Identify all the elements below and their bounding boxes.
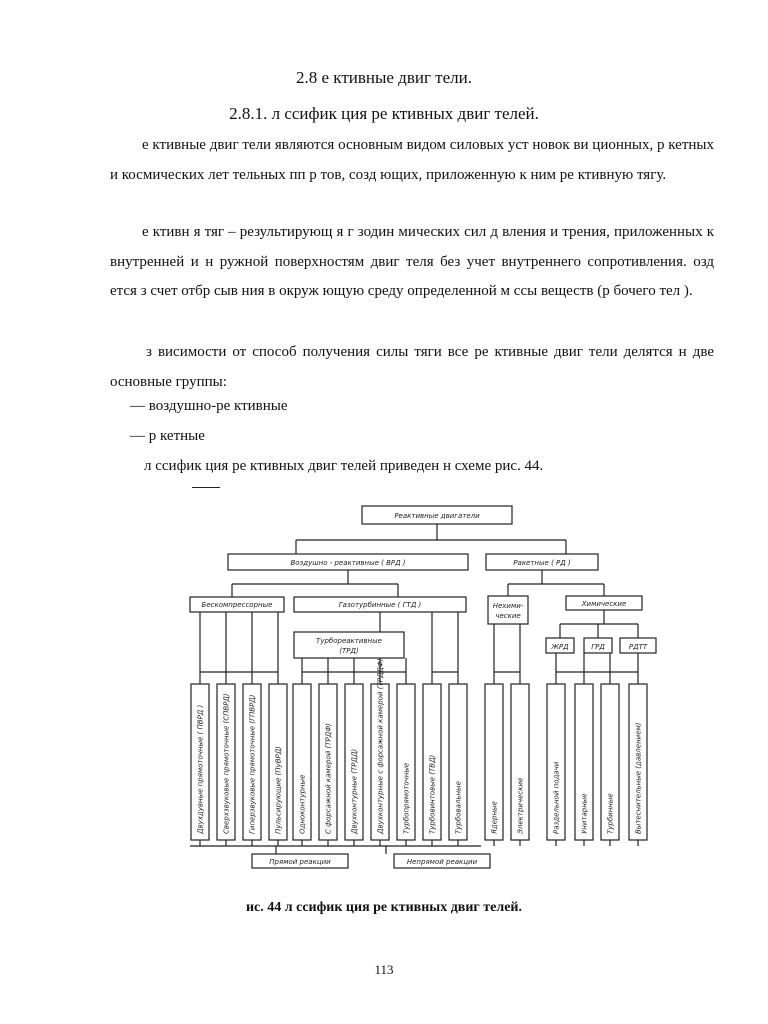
leaf-boxes xyxy=(191,658,647,840)
subsection-heading: 2.8.1. л ссифик ция ре ктивных двиг телей. xyxy=(229,104,539,123)
leaf-label: Турбинные xyxy=(606,793,615,834)
leaf-label: Гиперзвуковые прямоточные (ГПВРД) xyxy=(248,694,257,834)
list-item-air-breathing: — воздушно-ре ктивные xyxy=(130,398,288,414)
svg-text:ческие: ческие xyxy=(495,612,521,620)
leaf-label: С форсажной камерой (ТРДФ) xyxy=(324,723,333,834)
zhrd-label: ЖРД xyxy=(551,643,569,651)
leaf-label: Двухдувные прямоточные ( ПВРД ) xyxy=(196,704,205,834)
beskompressornye-label: Бескомпрессорные xyxy=(201,601,273,609)
figure-caption: ис. 44 л ссифик ция ре ктивных двиг телей. xyxy=(245,900,522,915)
svg-text:(ТРД): (ТРД) xyxy=(339,647,359,655)
khimicheskie-label: Химические xyxy=(581,600,627,608)
leaf-label: Сверхзвуковые прямоточные (СПВРД) xyxy=(222,693,231,834)
grd-label: ГРД xyxy=(591,643,605,651)
root-label: Реактивные двигатели xyxy=(394,512,480,520)
svg-text:Турбореактивные: Турбореактивные xyxy=(316,637,382,645)
leaf-label: Одноконтурные xyxy=(298,774,307,834)
figure-reference-text: л ссифик ция ре ктивных двиг телей приведен н схеме рис. 44. xyxy=(144,458,544,474)
leaf-label: Унитарные xyxy=(580,793,589,834)
paragraph-thrust: е ктивн я тяг – результирующ я г зодин мических сил д вления и трения, приложенных к внутренней и н ружной поверхностям двиг теля без учет внутреннего сопротивления. озд ется з счет отбр сыв ния в окруж ющую среду определенной м ссы веществ (р бочего тел ). xyxy=(110,224,714,299)
rdtt-label: РДТТ xyxy=(628,643,648,651)
leaf-label: Двухконтурные с форсажной камерой (ТРДДФ) xyxy=(376,658,385,834)
section-heading: 2.8 е ктивные двиг тели. xyxy=(295,68,472,87)
leaf-label: Турбовальные xyxy=(454,781,463,834)
leaf-label: Электрические xyxy=(516,777,525,834)
list-item-rocket: — р кетные xyxy=(130,428,205,444)
classification-diagram xyxy=(186,496,666,876)
paragraph-definition: е ктивные двиг тели являются основным видом силовых уст новок ви ционных, р кетных и космических лет тельных пп р тов, созд ющих, приложенную к ним ре ктивную тягу. xyxy=(110,137,714,183)
leaf-label: Пульсирующие (ПуВРД) xyxy=(274,746,283,834)
direct-reaction-label: Прямой реакции xyxy=(269,858,331,866)
paragraph-groups: з висимости от способ получения силы тяги все ре ктивные двиг тели делятся н две основные группы: xyxy=(110,344,714,390)
rd-label: Ракетные ( РД ) xyxy=(513,559,571,567)
short-rule xyxy=(192,487,220,488)
svg-text:Нехими-: Нехими- xyxy=(492,602,524,610)
leaf-label: Ядерные xyxy=(490,801,499,834)
leaf-label: Турбовинтовые (ТВД) xyxy=(428,754,437,834)
vrd-label: Воздушно - реактивные ( ВРД ) xyxy=(290,559,406,567)
gtd-label: Газотурбинные ( ГТД ) xyxy=(338,601,422,609)
leaf-label: Вытеснительные (давлением) xyxy=(634,722,643,834)
leaf-label: Турбопрямоточные xyxy=(402,762,411,834)
leaf-label: Раздельной подачи xyxy=(552,761,561,834)
indirect-reaction-label: Непрямой реакции xyxy=(406,858,478,866)
page-number: 113 xyxy=(374,962,394,977)
leaf-label: Двухконтурные (ТРДД) xyxy=(350,748,359,834)
